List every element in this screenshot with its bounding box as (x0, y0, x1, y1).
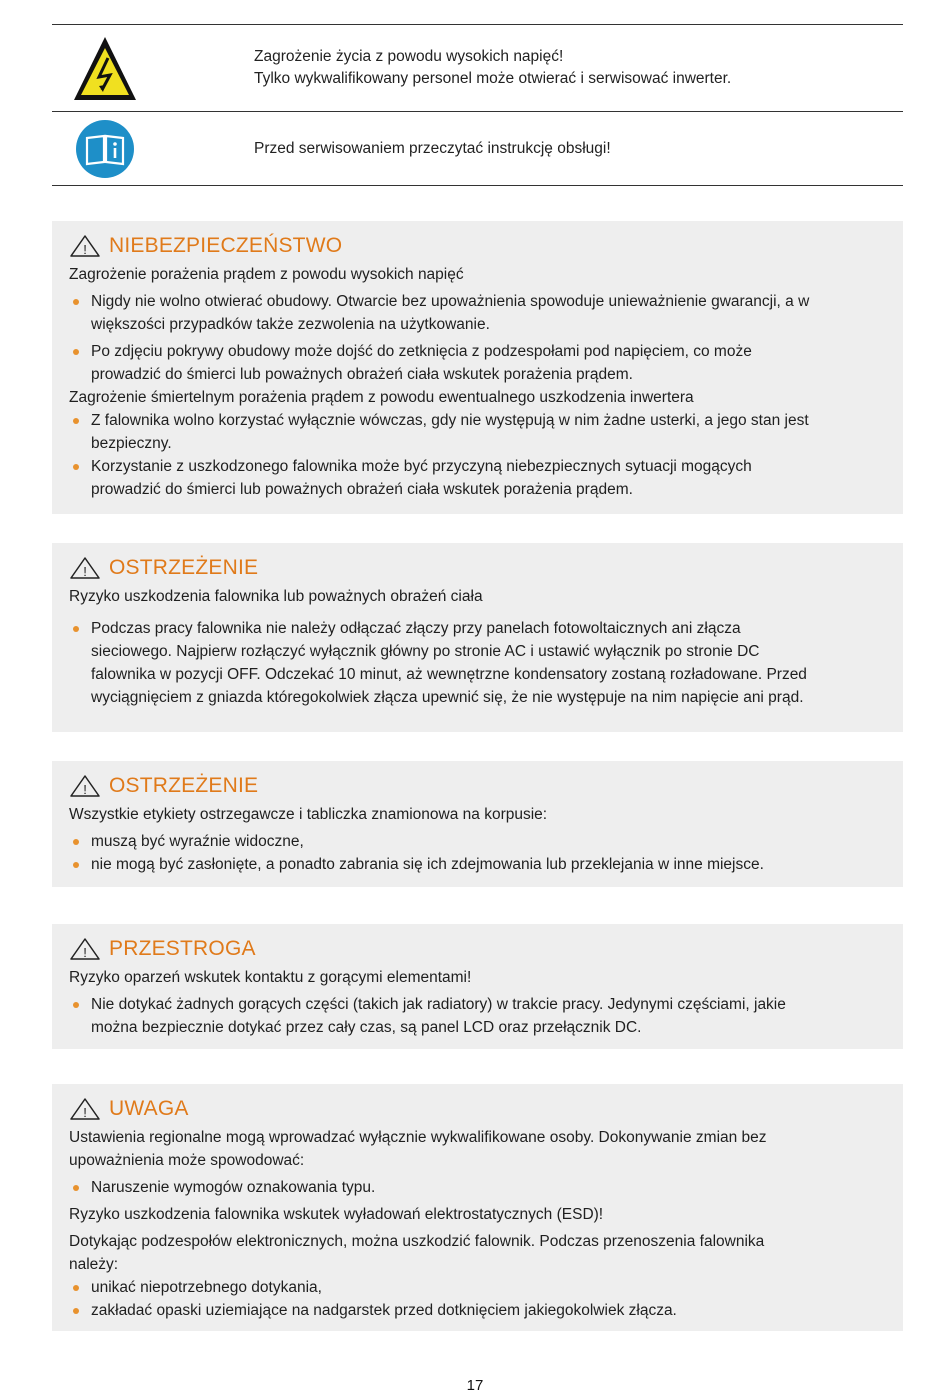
warning-triangle-icon (69, 937, 101, 961)
paragraph: Ustawienia regionalne mogą wprowadzać wyłącznie wykwalifikowane osoby. Dokonywanie zmian bez upoważnienia może spowodować: (69, 1129, 767, 1169)
warning-box-1 (52, 543, 903, 732)
box-title: UWAGA (109, 1097, 189, 1120)
bullet-item: muszą być wyraźnie widoczne, (69, 830, 903, 853)
page-number: 17 (466, 1377, 484, 1394)
symbol-table (52, 24, 903, 186)
box-title: OSTRZEŻENIE (109, 774, 259, 797)
caution-box (52, 924, 903, 1049)
symbol-row-manual (52, 112, 903, 186)
warning-triangle-icon (69, 774, 101, 798)
bullet-item: Nie dotykać żadnych gorących części (takich jak radiatory) w trakcie pracy. Jedynymi częściami, jakie można bezpiecznie dotykać przez cały czas, są panel LCD oraz przełącznik DC. (69, 993, 903, 1039)
bullet-item: Korzystanie z uszkodzonego falownika może być przyczyną niebezpiecznych sytuacji mogących prowadzić do śmierci lub poważnych obrażeń ciała wskutek porażenia prądem. (69, 455, 903, 501)
read-manual-icon (75, 119, 135, 179)
warning-box-2 (52, 761, 903, 887)
box-title: PRZESTROGA (109, 937, 256, 960)
paragraph: Ryzyko oparzeń wskutek kontaktu z gorącymi elementami! (69, 969, 472, 986)
symbol-text-line: Zagrożenie życia z powodu wysokich napięć! (254, 48, 564, 65)
paragraph: Wszystkie etykiety ostrzegawcze i tabliczka znamionowa na korpusie: (69, 806, 548, 823)
box-title: NIEBEZPIECZEŃSTWO (109, 234, 343, 257)
notice-box (52, 1084, 903, 1331)
symbol-row-high-voltage (52, 24, 903, 112)
svg-text:!: ! (83, 782, 87, 797)
box-title: OSTRZEŻENIE (109, 556, 259, 579)
high-voltage-warning-icon (72, 34, 138, 102)
warning-triangle-icon (69, 234, 101, 258)
bullet-item: zakładać opaski uziemiające na nadgarstek przed dotknięciem jakiegokolwiek złącza. (69, 1299, 903, 1322)
warning-triangle-icon (69, 1097, 101, 1121)
paragraph: Ryzyko uszkodzenia falownika wskutek wyładowań elektrostatycznych (ESD)! (69, 1206, 604, 1223)
bullet-item: Podczas pracy falownika nie należy odłączać złączy przy panelach fotowoltaicznych ani złącza sieciowego. Najpierw rozłączyć wyłącznik główny po stronie AC i ustawić wyłącznik po stronie DC falownika w pozycji OFF. Odczekać 10 minut, aż wewnętrzne kondensatory zostaną rozładowane. Przed wyciągnięciem z gniazda któregokolwiek złącza upewnić się, że nie występuje na nim napięcie ani prąd. (69, 617, 903, 709)
bullet-item: Naruszenie wymogów oznakowania typu. (69, 1176, 903, 1199)
paragraph: Ryzyko uszkodzenia falownika lub poważnych obrażeń ciała (69, 588, 483, 605)
bullet-item: nie mogą być zasłonięte, a ponadto zabrania się ich zdejmowania lub przeklejania w inne miejsce. (69, 853, 903, 876)
symbol-text-line: Przed serwisowaniem przeczytać instrukcję obsługi! (254, 139, 611, 157)
bullet-item: unikać niepotrzebnego dotykania, (69, 1276, 903, 1299)
bullet-item: Nigdy nie wolno otwierać obudowy. Otwarcie bez upoważnienia spowoduje unieważnienie gwarancji, a w większości przypadków także zezwolenia na użytkowanie. (69, 290, 903, 336)
svg-text:!: ! (83, 242, 87, 257)
paragraph: Zagrożenie porażenia prądem z powodu wysokich napięć (69, 266, 464, 283)
bullet-item: Z falownika wolno korzystać wyłącznie wówczas, gdy nie występują w nim żadne usterki, a jego stan jest bezpieczny. (69, 409, 903, 455)
svg-text:!: ! (83, 564, 87, 579)
symbol-text-line: Tylko wykwalifikowany personel może otwierać i serwisować inwerter. (254, 70, 732, 87)
svg-text:!: ! (83, 1105, 87, 1120)
bullet-item: Po zdjęciu pokrywy obudowy może dojść do zetknięcia z podzespołami pod napięciem, co może prowadzić do śmierci lub poważnych obrażeń ciała wskutek porażenia prądem. (69, 340, 903, 386)
svg-text:!: ! (83, 945, 87, 960)
warning-triangle-icon (69, 556, 101, 580)
paragraph: Dotykając podzespołów elektronicznych, można uszkodzić falownik. Podczas przenoszenia falownika należy: (69, 1233, 765, 1273)
danger-box (52, 221, 903, 514)
paragraph: Zagrożenie śmiertelnym porażenia prądem z powodu ewentualnego uszkodzenia inwertera (69, 389, 694, 406)
